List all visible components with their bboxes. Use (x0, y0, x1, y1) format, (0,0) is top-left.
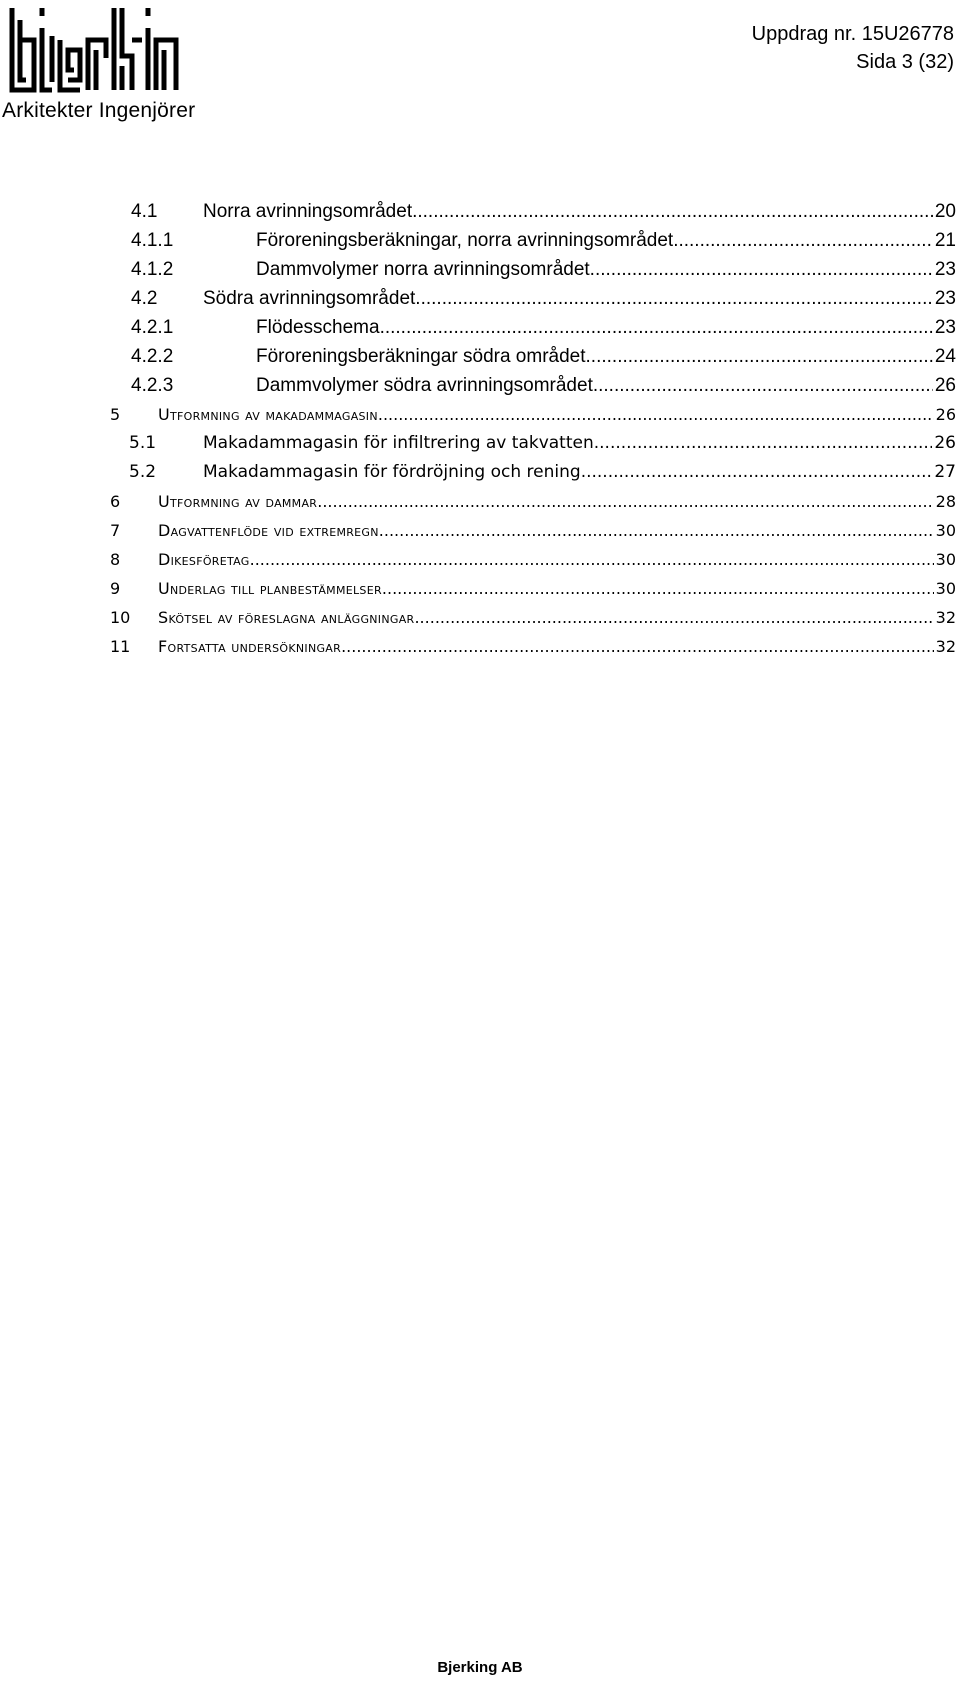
toc-entry[interactable] (0, 603, 960, 632)
toc-entry[interactable] (0, 574, 960, 603)
toc-leader-dots (593, 371, 933, 400)
toc-entry-body (256, 255, 956, 284)
toc-entry-title: Föroreningsberäkningar, norra avrinningsområdet (256, 230, 674, 251)
toc-leader-dots (586, 342, 933, 371)
toc-entry-body (203, 197, 956, 226)
toc-entry-number: 4.2.3 (131, 375, 174, 396)
toc-leader-dots (590, 255, 933, 284)
toc-entry[interactable] (0, 313, 960, 342)
toc-entry-page: 21 (934, 230, 956, 251)
toc-entry-title: Makadammagasin för infiltrering av takvatten (203, 433, 594, 453)
toc-entry-page: 30 (935, 579, 956, 598)
toc-entry[interactable] (0, 371, 960, 400)
toc-entry-title: Föroreningsberäkningar södra området (256, 346, 586, 367)
toc-leader-dots (250, 545, 934, 574)
toc-entry[interactable] (0, 487, 960, 516)
toc-leader-dots (581, 458, 933, 487)
toc-entry-title: Fortsatta undersökningar (158, 637, 342, 656)
toc-entry-number: 4.2.2 (131, 346, 174, 367)
toc-entry-number: 4.1 (131, 201, 158, 222)
toc-entry[interactable] (0, 429, 960, 458)
toc-entry[interactable] (0, 342, 960, 371)
toc-leader-dots (594, 429, 933, 458)
toc-entry-page: 24 (934, 346, 956, 367)
toc-entry-title: Underlag till planbestämmelser (158, 579, 382, 598)
toc-leader-dots (380, 313, 933, 342)
toc-entry-page: 32 (935, 608, 956, 627)
company-logo (0, 0, 200, 125)
toc-entry[interactable] (0, 458, 960, 487)
toc-entry-title: Norra avrinningsområdet (203, 201, 413, 222)
toc-entry-body (256, 371, 956, 400)
toc-leader-dots (415, 284, 933, 313)
assignment-number: Uppdrag nr. 15U26778 (751, 23, 954, 45)
toc-entry-number: 6 (110, 492, 121, 511)
toc-leader-dots (341, 632, 934, 661)
toc-entry-title: Utformning av makadammagasin (158, 405, 378, 424)
toc-entry-title: Skötsel av föreslagna anläggningar (158, 608, 415, 627)
toc-entry-body (158, 545, 956, 574)
toc-entry-page: 32 (935, 637, 956, 656)
toc-entry-page: 23 (934, 317, 956, 338)
toc-entry-body (158, 516, 956, 545)
toc-entry-body (158, 632, 956, 661)
toc-entry-number: 5.2 (129, 462, 157, 482)
toc-entry[interactable] (0, 545, 960, 574)
toc-entry-body (158, 603, 956, 632)
toc-entry-page: 27 (934, 462, 956, 482)
toc-leader-dots (379, 516, 934, 545)
toc-entry-title: Utformning av dammar (158, 492, 318, 511)
toc-entry-number: 8 (110, 550, 121, 569)
toc-entry-title: Dammvolymer södra avrinningsområdet (256, 375, 593, 396)
toc-entry-number: 4.1.1 (131, 230, 174, 251)
toc-entry-title: Makadammagasin för fördröjning och rening (203, 462, 581, 482)
footer-company: Bjerking AB (437, 1659, 523, 1676)
toc-entry-body (203, 458, 956, 487)
toc-entry-number: 10 (110, 608, 131, 627)
toc-entry-title: Dammvolymer norra avrinningsområdet (256, 259, 590, 280)
toc-entry[interactable] (0, 255, 960, 284)
toc-entry-title: Dikesföretag (158, 550, 250, 569)
toc-entry-page: 23 (934, 259, 956, 280)
toc-leader-dots (673, 226, 933, 255)
toc-entry-number: 5 (110, 405, 121, 424)
toc-entry-number: 4.2.1 (131, 317, 174, 338)
toc-entry-page: 26 (934, 433, 956, 453)
toc-entry-number: 5.1 (129, 433, 157, 453)
toc-entry-number: 11 (110, 637, 131, 656)
toc-entry-page: 28 (935, 492, 956, 511)
toc-entry[interactable] (0, 197, 960, 226)
toc-entry-body (256, 342, 956, 371)
logo-subtitle: Arkitekter Ingenjörer (2, 99, 196, 122)
toc-entry-page: 23 (934, 288, 956, 309)
toc-entry-page: 30 (935, 550, 956, 569)
toc-entry-body (256, 226, 956, 255)
table-of-contents (0, 197, 960, 661)
toc-leader-dots (382, 574, 934, 603)
toc-entry-title: Södra avrinningsområdet (203, 288, 416, 309)
toc-entry[interactable] (0, 284, 960, 313)
toc-entry-page: 26 (934, 375, 956, 396)
toc-entry-number: 4.2 (131, 288, 158, 309)
toc-leader-dots (317, 487, 933, 516)
toc-entry[interactable] (0, 632, 960, 661)
bjerking-logo-mark (8, 6, 180, 94)
toc-entry[interactable] (0, 400, 960, 429)
toc-entry-number: 4.1.2 (131, 259, 174, 280)
toc-entry[interactable] (0, 516, 960, 545)
page-number: Sida 3 (32) (856, 51, 954, 73)
toc-entry-body (158, 400, 956, 429)
toc-entry-body (203, 284, 956, 313)
toc-entry-number: 7 (110, 521, 121, 540)
toc-entry-body (256, 313, 956, 342)
toc-entry-body (158, 487, 956, 516)
toc-entry-number: 9 (110, 579, 121, 598)
page-header-info (752, 20, 954, 76)
toc-leader-dots (412, 197, 933, 226)
toc-entry-page: 26 (935, 405, 956, 424)
toc-entry-body (158, 574, 956, 603)
toc-leader-dots (378, 400, 934, 429)
toc-entry-page: 20 (934, 201, 956, 222)
toc-entry-body (203, 429, 956, 458)
toc-leader-dots (414, 603, 933, 632)
toc-entry-page: 30 (935, 521, 956, 540)
toc-entry-title: Flödesschema (256, 317, 380, 338)
toc-entry-title: Dagvattenflöde vid extremregn (158, 521, 379, 540)
toc-entry[interactable] (0, 226, 960, 255)
